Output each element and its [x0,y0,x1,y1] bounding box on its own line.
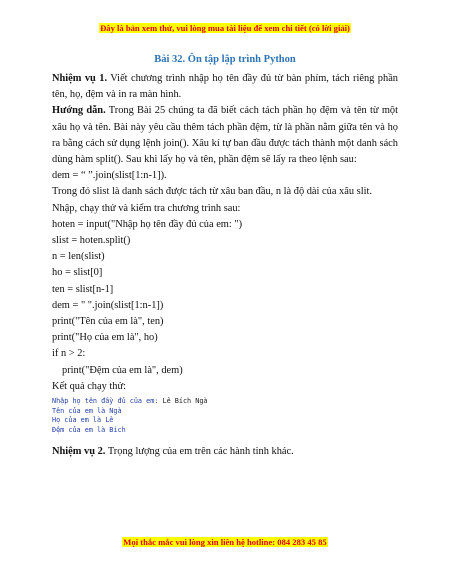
result-label: Kết quả chạy thử: [52,380,127,392]
code-line: ten = slist[n-1] [52,283,114,295]
task-1-text: Viết chương trình nhập họ tên đầy đủ từ bàn phím, tách riêng phần tên, họ, đệm và in ra màn hình. [52,73,399,101]
console-prompt: Nhập họ tên đầy đủ của em: [52,397,163,406]
task-2-paragraph [52,444,398,460]
document-body [52,71,398,461]
code-line: hoten = input("Nhập họ tên đầy đủ của em: ") [52,218,243,230]
code-line: dem = " ".join(slist[1:n-1]) [52,299,164,311]
code-line: print("Đệm của em là", dem) [62,364,183,376]
console-line: Đệm của em là Bích [52,425,126,434]
code-line: n = len(slist) [52,251,105,263]
code-line: ho = slist[0] [52,267,103,279]
task-2-text: Trọng lượng của em trên các hành tinh khác. [105,446,294,458]
lesson-title: Bài 32. Ôn tập lập trình Python [154,54,296,65]
guide-paragraph [52,103,398,168]
explain-line: Trong đó slist là danh sách được tách từ xâu ban đầu, n là độ dài của xâu slit. [52,186,372,198]
task-1-paragraph [52,71,398,103]
console-output [52,397,398,435]
hotline-banner-text: Mọi thắc mắc vui lòng xin liên hệ hotline: 084 283 45 85 [123,537,327,547]
formula-line: dem = “ ”.join(slist[1:n-1]). [52,170,167,182]
code-line: print("Tên của em là", ten) [52,316,164,328]
code-line: print("Họ của em là", ho) [52,332,158,344]
hotline-banner [0,536,450,548]
code-line: slist = hoten.split() [52,235,131,247]
task-2-label: Nhiệm vụ 2. [52,446,106,458]
preview-banner-text: Đây là bản xem thử, vui lòng mua tài liệu để xem chi tiết (có lời giải) [100,23,350,33]
guide-text: Trong Bài 25 chúng ta đã biết cách tách phần họ đệm và tên từ một xâu họ và tên. Bài này yêu cầu thêm tách phần đệm, từ là phần nằm giữa tên và họ ra bằng cách sử dụng lệnh join(). Xâu kí tự ban đầu được tách thành một danh sách dùng hàm split(). Sau khi lấy họ và tên, phần đệm sẽ lấy ra theo lệnh sau: [52,105,398,166]
instruction-line: Nhập, chạy thử và kiểm tra chương trình sau: [52,202,241,214]
code-line: if n > 2: [52,348,86,360]
preview-banner [0,22,450,34]
console-line: Tên của em là Ngà [52,406,122,415]
console-line-prompt [52,397,398,407]
guide-label: Hướng dẫn. [52,105,106,117]
console-typed-input: Lê Bích Ngà [162,397,208,406]
task-1-label: Nhiệm vụ 1. [52,73,108,84]
console-line: Họ của em là Lê [52,416,114,425]
